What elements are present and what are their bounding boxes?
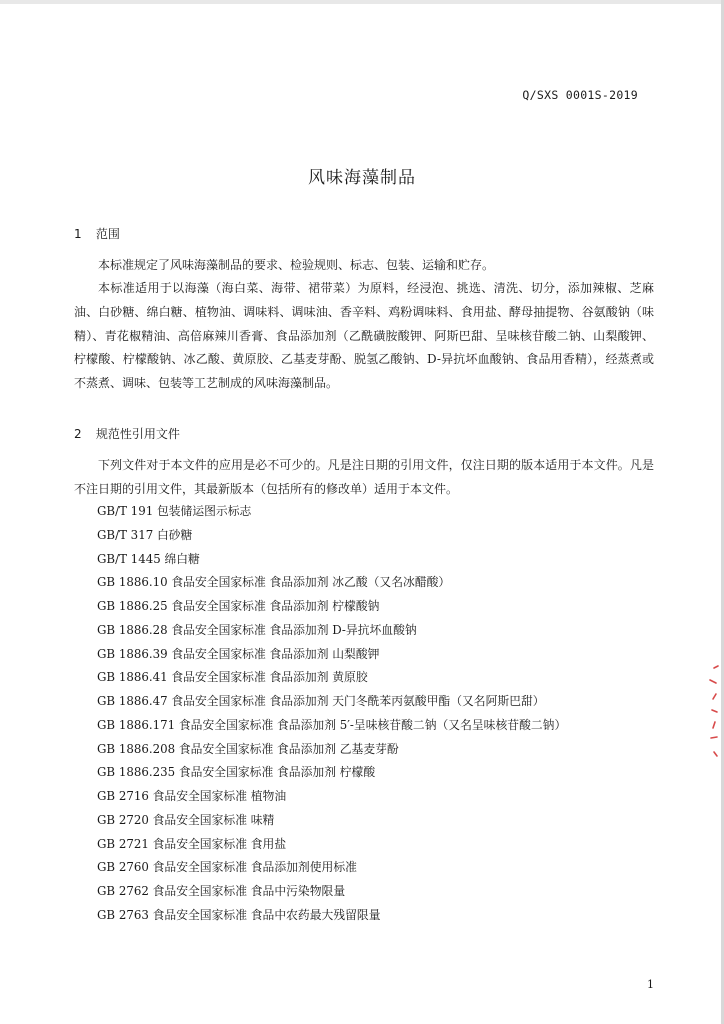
section-number: 2: [74, 427, 82, 441]
reference-item: GB 1886.235 食品安全国家标准 食品添加剂 柠檬酸: [97, 765, 376, 780]
reference-item: GB 1886.28 食品安全国家标准 食品添加剂 D-异抗坏血酸钠: [97, 622, 417, 637]
page-title: 风味海藻制品: [308, 168, 416, 188]
reference-item: GB 1886.25 食品安全国家标准 食品添加剂 柠檬酸钠: [97, 599, 380, 613]
reference-item: GB/T 1445 绵白糖: [97, 551, 200, 566]
section-number: 1: [74, 227, 82, 241]
section-heading-text: 范围: [95, 227, 120, 241]
reference-item: GB 2721 食品安全国家标准 食用盐: [97, 836, 287, 851]
reference-item: GB 1886.47 食品安全国家标准 食品添加剂 天门冬酰苯丙氨酸甲酯（又名阿斯巴甜）: [97, 694, 545, 708]
reference-item: GB 1886.208 食品安全国家标准 食品添加剂 乙基麦芽酚: [97, 741, 399, 756]
reference-item: GB 1886.10 食品安全国家标准 食品添加剂 冰乙酸（又名冰醋酸）: [97, 575, 451, 590]
reference-item: GB 1886.39 食品安全国家标准 食品添加剂 山梨酸钾: [97, 646, 380, 661]
references-intro: 下列文件对于本文件的应用是必不可少的。凡是注日期的引用文件，仅注日期的版本适用于本文件。凡是不注日期的引用文件，其最新版本（包括所有的修改单）适用于本文件。: [74, 458, 654, 496]
reference-item: GB 2716 食品安全国家标准 植物油: [97, 789, 287, 803]
document-number: Q/SXS 0001S-2019: [522, 88, 638, 102]
reference-item: GB 2760 食品安全国家标准 食品添加剂使用标准: [97, 860, 357, 875]
scan-edge: [0, 0, 724, 4]
reference-item: GB/T 191 包装储运图示标志: [97, 504, 252, 518]
reference-list: [97, 500, 566, 928]
scope-paragraph-1: 本标准规定了风味海藻制品的要求、检验规则、标志、包装、运输和贮存。: [98, 258, 495, 272]
section-heading-scope: [74, 225, 120, 242]
reference-item: GB/T 317 白砂糖: [97, 527, 193, 542]
reference-item: GB 1886.41 食品安全国家标准 食品添加剂 黄原胶: [97, 670, 368, 685]
scope-paragraph-2: 本标准适用于以海藻（海白菜、海带、裙带菜）为原料，经浸泡、挑选、清洗、切分，添加辣椒、芝麻油、白砂糖、绵白糖、植物油、调味料、调味油、香辛料、鸡粉调味料、食用盐、酵母抽提物、谷氨酸钠（味精）、青花椒精油、高倍麻辣川香膏、食品添加剂（乙酰磺胺酸钾、阿斯巴甜、呈味核苷酸二钠、山梨酸钾、柠檬酸、柠檬酸钠、冰乙酸、黄原胶、乙基麦芽酚、脱氢乙酸钠、D-异抗坏血酸钠、食品用香精），经蒸煮或不蒸煮、调味、包装等工艺制成的风味海藻制品。: [74, 281, 654, 391]
stamp-fragment: [700, 660, 722, 770]
reference-item: GB 2720 食品安全国家标准 味精: [97, 812, 275, 827]
reference-item: GB 2762 食品安全国家标准 食品中污染物限量: [97, 884, 346, 898]
section-heading-references: [74, 425, 180, 442]
section-heading-text: 规范性引用文件: [95, 427, 180, 441]
reference-item: GB 2763 食品安全国家标准 食品中农药最大残留限量: [97, 907, 381, 922]
page-number: 1: [647, 978, 654, 991]
reference-item: GB 1886.171 食品安全国家标准 食品添加剂 5′-呈味核苷酸二钠（又名呈味核苷酸二钠）: [97, 717, 567, 732]
